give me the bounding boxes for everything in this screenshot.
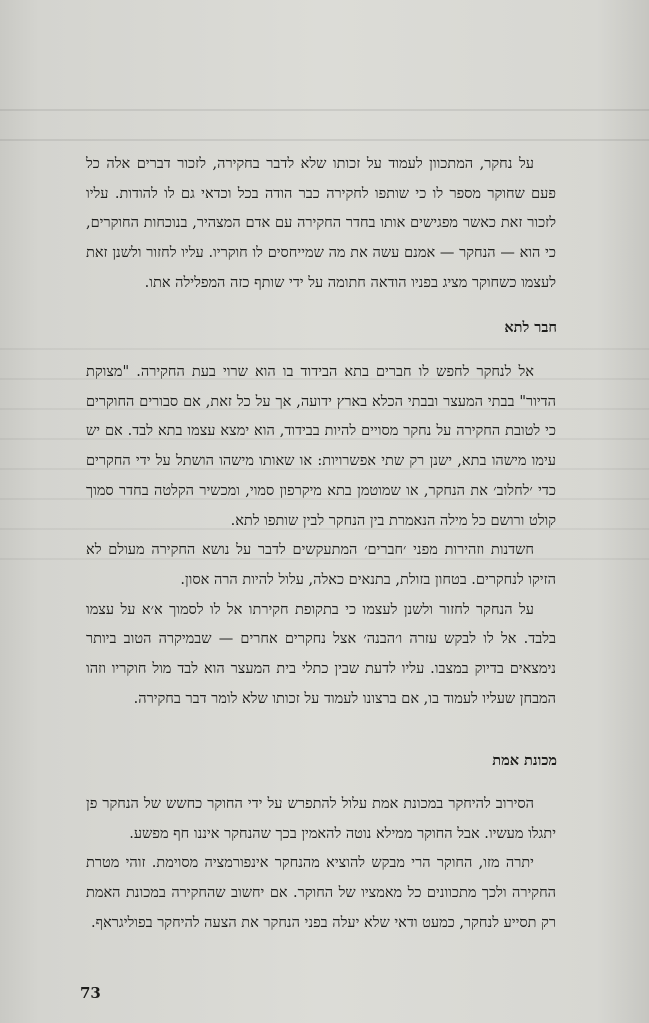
paragraph: יתרה מזו, החוקר הרי מבקש להוציא מהנחקר אינפורמציה מסוימת. זוהי מטרת החקירה ולכך מתכוונים כל מאמציו של החוקר. אם יחשוב שהחקירה במכונת האמת רק תסייע לנחקר, כמעט ודאי שלא יעלה בפני הנחקר את הצעה להיחקר בפוליגראף. bbox=[86, 855, 556, 931]
section-3-body bbox=[86, 790, 556, 939]
section-heading-cellmate: חבר לתא bbox=[504, 319, 557, 336]
paragraph: חשדנות וזהירות מפני ׳חברים׳ המתעקשים לדבר על נושא החקירה מעולם לא הזיקו לנחקרים. בטחון בזולת, בתנאים כאלה, עלול להיות הרה אסון. bbox=[86, 542, 556, 588]
bleed-through-texture bbox=[0, 95, 649, 155]
paragraph: אל לנחקר לחפש לו חברים בתא הבידוד בו הוא שרוי בעת החקירה. "מצוקת הדיור" בבתי המעצר ובבתי הכלא בארץ ידועה, אך על כל זאת, אם סבורים החוקרים כי לטובת החקירה על נחקר מסויים להיות בבידוד, הוא ימצא עצמו בתא לבד. אם יש עימו מישהו בתא, ישנן רק שתי אפשרויות: או שאותו מישהו הושתל על ידי החקרים כדי ׳לחלוב׳ את הנחקר, או שמוטמן בתא מיקרפון סמוי, ומכשיר הקלטה בחדר סמוך קולט ורושם כל מילה הנאמרת בין הנחקר לבין שותפו לתא. bbox=[86, 364, 556, 529]
section-1-body bbox=[86, 150, 556, 299]
page-number: 73 bbox=[80, 984, 101, 1002]
section-2-body bbox=[86, 358, 556, 714]
paragraph: על נחקר, המתכוון לעמוד על זכותו שלא לדבר בחקירה, לזכור דברים אלה כל פעם שחוקר מספר לו כי שותפו לחקירה כבר הודה בכל וכדאי גם לו להודות. עליו לזכור זאת כאשר מפגישים אותו בחדר החקירה עם אדם המצהיר, בנוכחות החוקרים, כי הוא — הנחקר — אמנם עשה את מה שמייחסים לו חוקריו. עליו לחזור ולשנן זאת לעצמו כשחוקר מציג בפניו הודאה חתומה על ידי שותף כזה המפלילה אתו. bbox=[86, 156, 556, 291]
section-heading-polygraph: מכונת אמת bbox=[492, 752, 557, 769]
paragraph: הסירוב להיחקר במכונת אמת עלול להתפרש על ידי החוקר כחשש של הנחקר פן יתגלו מעשיו. אבל החוקר ממילא נוטה להאמין בכך שהנחקר איננו חף מפשע. bbox=[86, 796, 556, 842]
paragraph: על הנחקר לחזור ולשנן לעצמו כי בתקופת חקירתו אל לו לסמוך א׳א על עצמו בלבד. אל לו לבקש עזרה ו׳הבנה׳ אצל נחקרים אחרים — שבמיקרה הטוב ביותר נימצאים בדיוק במצבו. עליו לדעת שבין כתלי בית המעצר הוא לבד מול חוקריו וזהו המבחן שעליו לעמוד בו, אם ברצונו לעמוד על זכותו שלא לומר דבר בחקירה. bbox=[86, 601, 556, 707]
